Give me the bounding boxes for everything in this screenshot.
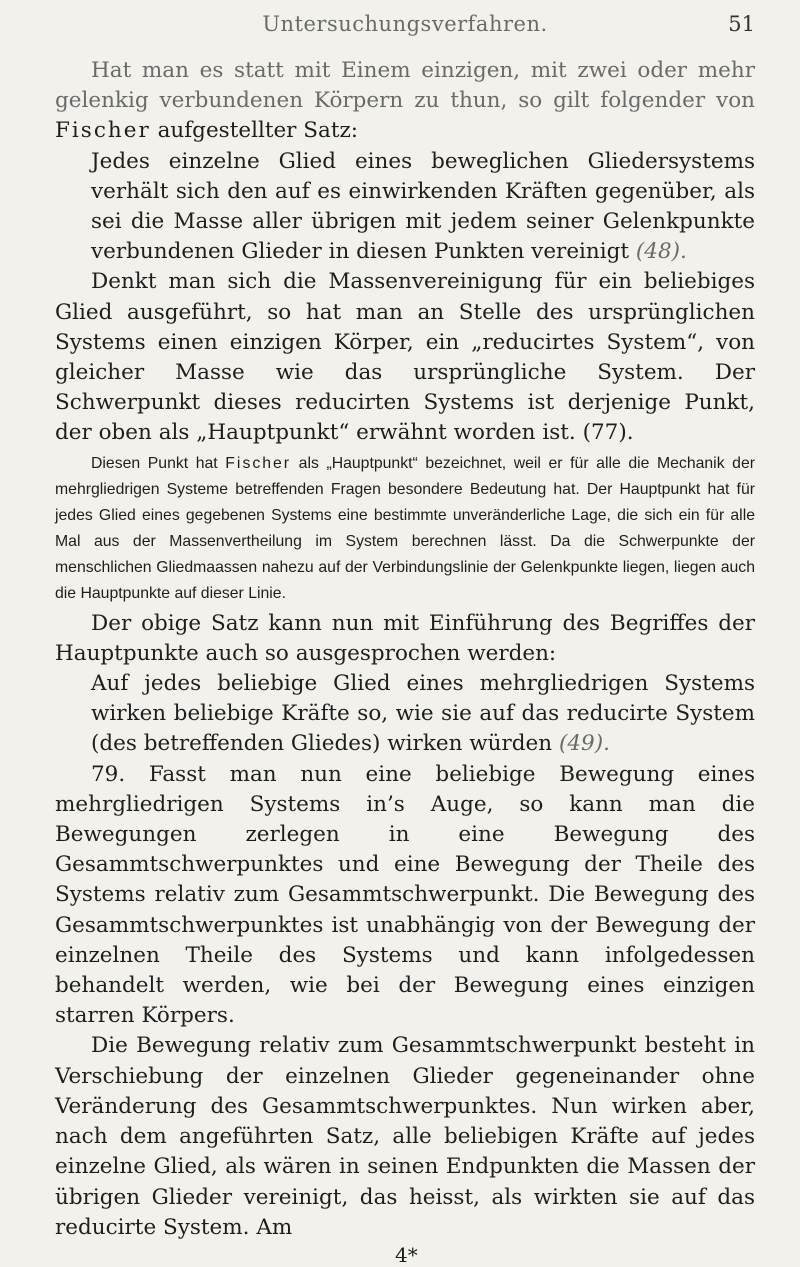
page-number: 51: [728, 12, 755, 36]
theorem-quote-2-text: Auf jedes beliebige Glied eines mehrgliedrigen Systems wirken beliebige Kräfte so, wie sie auf das reducirte System (des betreffenden Gliedes) wirken würden: [91, 671, 755, 757]
footnote-text-end: als „Hauptpunkt“ bezeichnet, weil er für alle die Mechanik der mehrgliedrigen Systeme betreffenden Fragen besondere Bedeutung hat. Der Hauptpunkt hat für jedes Glied eines gegebenen Systems eine bestimmte unveränderliche Lage, die sich ein für alle Mal aus der Massenvertheilung im System berechnen lässt. Da die Schwerpunkte der menschlichen Gliedmaassen nahezu auf der Verbindungslinie der Gelenkpunkte liegen, liegen auch die Hauptpunkte auf dieser Linie.: [55, 454, 756, 602]
footnote-author-fischer: Fischer: [225, 454, 292, 472]
paragraph-relative-motion: Die Bewegung relativ zum Gesammtschwerpunkt besteht in Verschiebung der einzelnen Glieder gegeneinander ohne Veränderung des Gesammtschwerpunktes. Nun wirken aber, nach dem angeführten Satz, alle beliebigen Kräfte auf jedes einzelne Glied, als wären in seinen Endpunkten die Massen der übrigen Glieder vereinigt, das heisst, als wirkten sie auf das reducirte System. Am: [55, 1033, 755, 1240]
signature-mark: 4*: [395, 1242, 418, 1267]
footnote-paragraph: [55, 451, 755, 607]
running-title: Untersuchungsverfahren.: [262, 12, 548, 36]
paragraph-intro-text-end: aufgestellter Satz:: [157, 118, 359, 144]
paragraph-intro-text: Hat man es statt mit Einem einzigen, mit zwei oder mehr gelenkig verbundenen Körpern zu thun, so gilt folgender von: [55, 58, 755, 114]
paragraph-section-79: 79. Fasst man nun eine beliebige Bewegung eines mehrgliedrigen Systems in’s Auge, so kann man die Bewegungen zerlegen in eine Bewegung des Gesammtschwerpunktes und eine Bewegung der Theile des Systems relativ zum Gesammtschwerpunkt. Die Bewegung des Gesammtschwerpunktes ist unabhängig von der Bewegung der einzelnen Theile des Systems und kann infolgedessen behandelt werden, wie bei der Bewegung eines einzigen starren Körpers.: [55, 761, 755, 1029]
theorem-quote-1: [91, 147, 755, 268]
theorem-quote-2: [91, 669, 755, 760]
theorem-quote-2-ref: (49).: [558, 731, 610, 757]
paragraph-reduced-system: Denkt man sich die Massenvereinigung für ein beliebiges Glied ausgeführt, so hat man an Stelle des ursprünglichen Systems einen einzigen Körper, ein „reducirtes System“, von gleicher Masse wie das ursprüngliche System. Der Schwerpunkt dieses reducirten Systems ist derjenige Punkt, der oben als „Hauptpunkt“ erwähnt worden ist. (77).: [55, 269, 755, 446]
paragraph-hauptpunkte: Der obige Satz kann nun mit Einführung des Begriffes der Hauptpunkte auch so ausgesprochen werden:: [55, 610, 755, 666]
paragraph-intro: [55, 56, 755, 147]
theorem-quote-1-ref: (48).: [635, 239, 687, 265]
running-head: [55, 0, 755, 56]
author-name-fischer: Fischer: [55, 118, 151, 144]
theorem-quote-1-text: Jedes einzelne Glied eines beweglichen Gliedersystems verhält sich den auf es einwirkenden Kräften gegenüber, als sei die Masse aller übrigen mit jedem seiner Gelenkpunkte verbundenen Glieder in diesen Punkten vereinigt: [91, 148, 755, 265]
footnote-text-start: Diesen Punkt hat: [91, 454, 218, 472]
